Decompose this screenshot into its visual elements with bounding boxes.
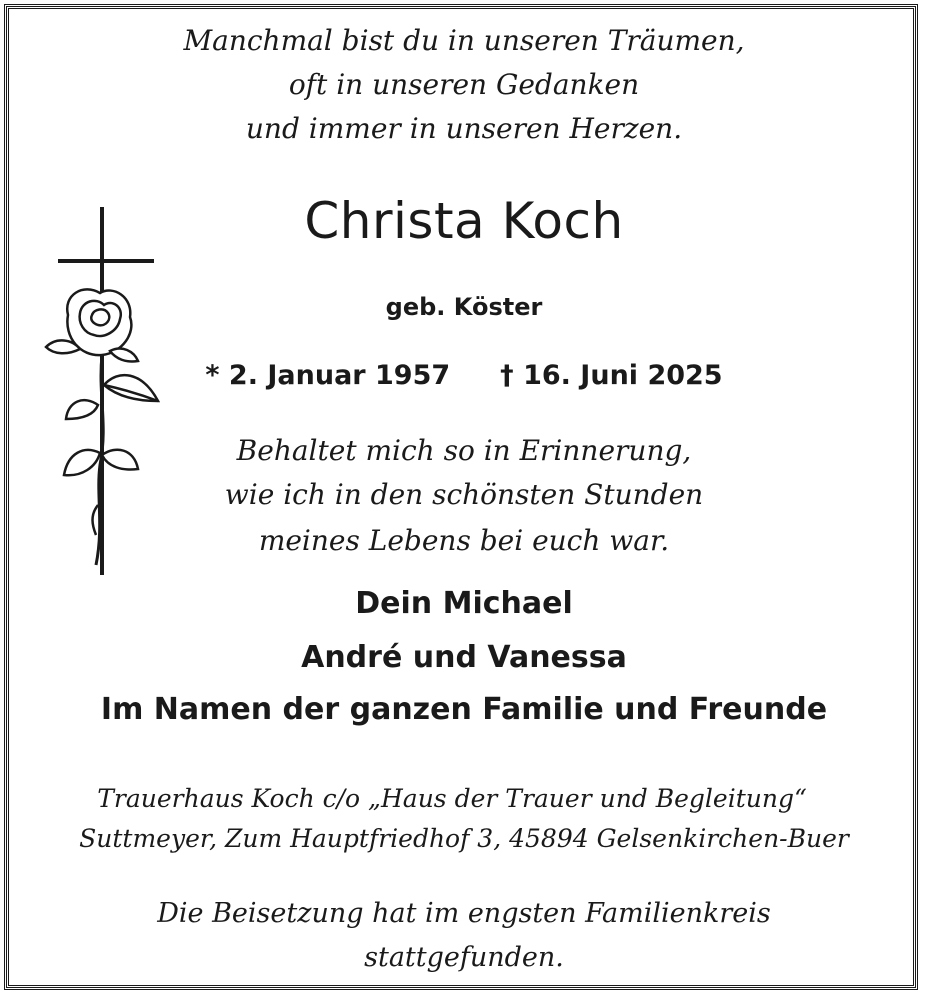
birth-date: * 2. Januar 1957 <box>205 360 451 391</box>
death-date: † 16. Juni 2025 <box>500 360 723 391</box>
deceased-name: Christa Koch <box>304 192 624 250</box>
mourner-line-2: André und Vanessa <box>301 640 627 675</box>
footer-line-2: stattgefunden. <box>364 942 564 973</box>
maiden-name: geb. Köster <box>385 293 543 321</box>
address-line-1: Trauerhaus Koch c/o „Haus der Trauer und Begleitung“ <box>97 784 807 813</box>
quote-middle-line-2: wie ich in den schönsten Stunden <box>224 478 704 511</box>
address-line-2: Suttmeyer, Zum Hauptfriedhof 3, 45894 Gelsenkirchen-Buer <box>79 824 849 853</box>
quote-top-line-3: und immer in unseren Herzen. <box>245 112 683 145</box>
cross-with-rose-icon <box>38 205 168 577</box>
quote-middle-line-3: meines Lebens bei euch war. <box>258 524 670 557</box>
mourner-line-3: Im Namen der ganzen Familie und Freunde <box>100 692 828 727</box>
mourner-line-1: Dein Michael <box>355 586 573 621</box>
quote-top-line-1: Manchmal bist du in unseren Träumen, <box>183 24 745 57</box>
quote-middle-line-1: Behaltet mich so in Erinnerung, <box>236 434 692 467</box>
footer-line-1: Die Beisetzung hat im engsten Familienkreis <box>157 898 771 929</box>
quote-top-line-2: oft in unseren Gedanken <box>288 68 640 101</box>
